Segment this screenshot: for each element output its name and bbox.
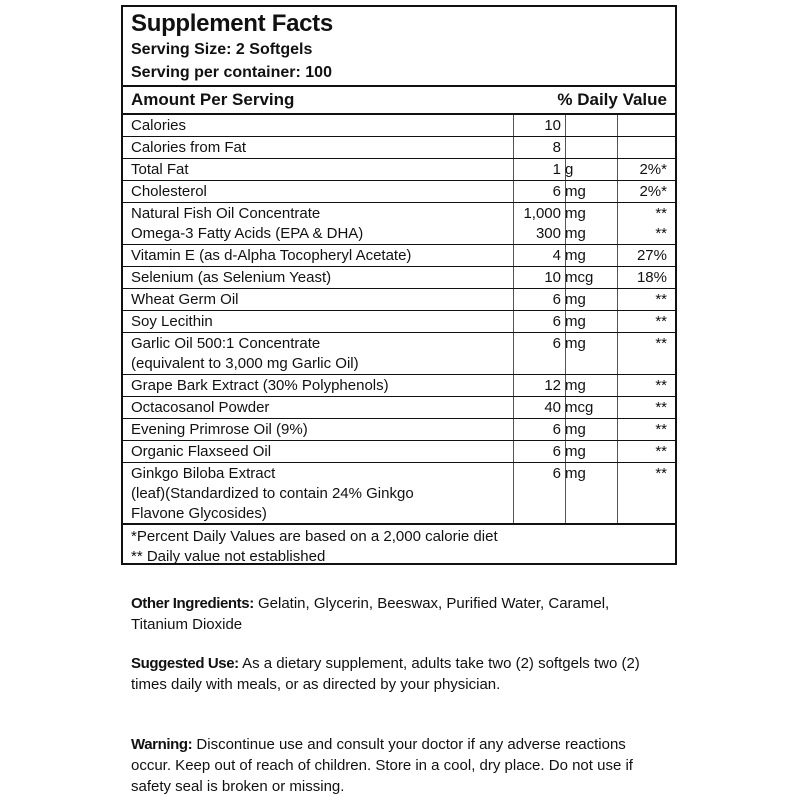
nutrient-name-line: Wheat Germ Oil <box>131 291 239 308</box>
nutrient-unit-line: mg <box>565 465 586 482</box>
nutrient-amount <box>513 312 561 332</box>
nutrient-unit <box>565 268 617 288</box>
nutrient-unit <box>565 398 617 418</box>
nutrient-name <box>131 204 511 244</box>
nutrient-name <box>131 182 511 202</box>
suggested-use <box>131 653 651 695</box>
nutrient-name-line: Soy Lecithin <box>131 313 213 330</box>
amount-per-serving-heading: Amount Per Serving <box>131 90 295 109</box>
nutrient-name-line: Total Fat <box>131 161 189 178</box>
nutrient-unit <box>565 246 617 266</box>
nutrient-unit <box>565 420 617 440</box>
nutrient-name <box>131 376 511 396</box>
nutrient-row <box>123 311 675 333</box>
nutrient-amount <box>513 442 561 462</box>
nutrient-daily-value-line: ** <box>655 443 667 460</box>
other-ingredients-text: Gelatin, Glycerin, Beeswax, Purified Water, Caramel, Titanium Dioxide <box>131 595 610 633</box>
nutrient-unit <box>565 160 617 180</box>
daily-value-heading: % Daily Value <box>557 90 667 109</box>
nutrient-amount <box>513 138 561 158</box>
nutrient-name <box>131 398 511 418</box>
nutrient-amount-line: 6 <box>552 465 561 482</box>
nutrient-name <box>131 464 511 524</box>
nutrient-unit-line: mg <box>565 443 586 460</box>
nutrient-daily-value <box>617 464 667 484</box>
nutrient-unit-line: mg <box>565 183 586 200</box>
nutrient-daily-value <box>617 442 667 462</box>
nutrient-row <box>123 441 675 463</box>
nutrient-name <box>131 312 511 332</box>
nutrient-daily-value <box>617 334 667 354</box>
nutrient-name <box>131 334 511 374</box>
nutrient-row <box>123 333 675 375</box>
nutrient-daily-value-line: ** <box>655 465 667 482</box>
nutrient-unit-line: g <box>565 161 574 178</box>
nutrient-daily-value-line: ** <box>655 421 667 438</box>
nutrient-name-line: Evening Primrose Oil (9%) <box>131 421 308 438</box>
nutrient-name-line: Omega-3 Fatty Acids (EPA & DHA) <box>131 225 364 242</box>
nutrient-amount-line: 1,000 <box>523 205 561 222</box>
nutrient-daily-value <box>617 246 667 266</box>
nutrient-row <box>123 267 675 289</box>
nutrient-amount <box>513 116 561 136</box>
nutrient-name-line: Grape Bark Extract (30% Polyphenols) <box>131 377 389 394</box>
other-ingredients-label: Other Ingredients: <box>131 595 254 612</box>
nutrient-row <box>123 375 675 397</box>
nutrient-amount-line: 6 <box>552 291 561 308</box>
nutrient-amount <box>513 420 561 440</box>
warning <box>131 734 651 797</box>
nutrient-row <box>123 203 675 245</box>
nutrient-unit <box>565 312 617 332</box>
nutrient-unit <box>565 442 617 462</box>
nutrient-row <box>123 115 675 137</box>
nutrient-name <box>131 138 511 158</box>
nutrient-amount <box>513 376 561 396</box>
nutrient-daily-value-line <box>617 116 667 136</box>
nutrient-daily-value <box>617 268 667 288</box>
warning-text: Discontinue use and consult your doctor if any adverse reactions occur. Keep out of reach of children. Store in a cool, dry place. Do not use if safety seal is broken or missing. <box>131 736 633 795</box>
nutrient-table <box>123 115 675 525</box>
not-established-footnote: ** Daily value not established <box>131 548 326 565</box>
nutrient-name-line: Organic Flaxseed Oil <box>131 443 272 460</box>
nutrient-unit-line: mg <box>565 291 586 308</box>
nutrient-amount <box>513 204 561 244</box>
nutrient-amount-line: 4 <box>552 247 561 264</box>
nutrient-amount-line: 40 <box>544 399 561 416</box>
nutrient-name-line: (equivalent to 3,000 mg Garlic Oil) <box>131 355 359 372</box>
nutrient-name <box>131 116 511 136</box>
nutrient-unit <box>565 334 617 354</box>
nutrient-amount-line: 6 <box>552 183 561 200</box>
nutrient-amount-line: 300 <box>535 225 561 242</box>
nutrient-unit <box>565 290 617 310</box>
nutrient-row <box>123 397 675 419</box>
nutrient-daily-value-line: ** <box>655 377 667 394</box>
nutrient-name <box>131 246 511 266</box>
nutrient-daily-value-line: 27% <box>636 247 667 264</box>
nutrient-amount-line: 6 <box>552 335 561 352</box>
nutrient-amount <box>513 334 561 354</box>
nutrient-amount-line: 6 <box>552 313 561 330</box>
suggested-use-text: As a dietary supplement, adults take two (2) softgels two (2) times daily with meals, or as directed by your physician. <box>131 655 640 693</box>
nutrient-unit <box>565 182 617 202</box>
nutrient-daily-value <box>617 204 667 244</box>
nutrient-name-line: (leaf)(Standardized to contain 24% Ginkgo <box>131 485 414 502</box>
nutrient-unit-line: mg <box>565 421 586 438</box>
nutrient-unit-line: mg <box>565 225 586 242</box>
nutrient-daily-value-line: 2%* <box>639 161 667 178</box>
nutrient-daily-value-line <box>617 138 667 158</box>
nutrient-amount <box>513 398 561 418</box>
supplement-facts-label <box>121 5 677 565</box>
nutrient-name <box>131 290 511 310</box>
nutrient-amount <box>513 268 561 288</box>
nutrient-daily-value <box>617 182 667 202</box>
nutrient-amount <box>513 182 561 202</box>
nutrient-amount <box>513 160 561 180</box>
nutrient-name-line: Calories from Fat <box>131 139 247 156</box>
nutrient-daily-value-line: 2%* <box>639 183 667 200</box>
nutrient-daily-value <box>617 160 667 180</box>
nutrient-unit-line <box>565 138 617 158</box>
nutrient-name-line: Ginkgo Biloba Extract <box>131 465 276 482</box>
nutrient-row <box>123 245 675 267</box>
nutrient-name <box>131 442 511 462</box>
nutrient-amount-line: 1 <box>552 161 561 178</box>
nutrient-amount-line: 8 <box>552 139 561 156</box>
nutrient-daily-value-line: ** <box>655 335 667 352</box>
nutrient-unit-line: mg <box>565 205 586 222</box>
nutrient-row <box>123 137 675 159</box>
nutrient-row <box>123 159 675 181</box>
nutrient-name-line: Natural Fish Oil Concentrate <box>131 205 321 222</box>
nutrient-name-line: Vitamin E (as d-Alpha Tocopheryl Acetate) <box>131 247 412 264</box>
nutrient-daily-value-line: ** <box>655 225 667 242</box>
nutrient-daily-value-line: ** <box>655 399 667 416</box>
nutrient-name-line: Flavone Glycosides) <box>131 505 267 522</box>
nutrient-daily-value <box>617 138 667 158</box>
nutrient-daily-value <box>617 420 667 440</box>
other-ingredients <box>131 593 651 635</box>
nutrient-amount <box>513 464 561 484</box>
nutrient-unit-line: mcg <box>565 399 594 416</box>
nutrient-amount-line: 10 <box>544 269 561 286</box>
nutrient-row <box>123 463 675 525</box>
footnotes <box>123 525 675 569</box>
nutrient-daily-value-line: ** <box>655 313 667 330</box>
nutrient-amount <box>513 246 561 266</box>
nutrient-row <box>123 419 675 441</box>
nutrient-unit-line <box>565 116 617 136</box>
nutrient-daily-value-line: ** <box>655 205 667 222</box>
nutrient-unit-line: mcg <box>565 269 594 286</box>
nutrient-daily-value <box>617 116 667 136</box>
nutrient-amount-line: 12 <box>544 377 561 394</box>
nutrient-name-line: Garlic Oil 500:1 Concentrate <box>131 335 321 352</box>
nutrient-name-line: Calories <box>131 117 187 134</box>
serving-size: Serving Size: 2 Softgels <box>131 41 313 58</box>
nutrient-unit-line: mg <box>565 313 586 330</box>
suggested-use-label: Suggested Use: <box>131 655 239 672</box>
nutrient-name <box>131 268 511 288</box>
nutrient-unit-line: mg <box>565 247 586 264</box>
nutrient-daily-value-line: 18% <box>636 269 667 286</box>
nutrient-unit <box>565 204 617 244</box>
nutrient-amount-line: 6 <box>552 443 561 460</box>
nutrient-unit <box>565 376 617 396</box>
nutrient-amount-line: 6 <box>552 421 561 438</box>
nutrient-daily-value <box>617 376 667 396</box>
percent-dv-footnote: *Percent Daily Values are based on a 2,000 calorie diet <box>131 528 498 545</box>
nutrient-amount-line: 10 <box>544 117 561 134</box>
label-title: Supplement Facts <box>131 10 333 37</box>
column-header-row <box>123 87 675 115</box>
nutrient-row <box>123 289 675 311</box>
warning-label: Warning: <box>131 736 193 753</box>
servings-per-container: Serving per container: 100 <box>131 64 332 81</box>
nutrient-amount <box>513 290 561 310</box>
nutrient-name <box>131 420 511 440</box>
nutrient-name <box>131 160 511 180</box>
nutrient-daily-value-line: ** <box>655 291 667 308</box>
nutrient-row <box>123 181 675 203</box>
label-header <box>123 7 675 87</box>
nutrient-unit <box>565 116 617 136</box>
nutrient-name-line: Selenium (as Selenium Yeast) <box>131 269 332 286</box>
nutrient-name-line: Cholesterol <box>131 183 207 200</box>
nutrient-unit <box>565 138 617 158</box>
nutrient-daily-value <box>617 398 667 418</box>
nutrient-name-line: Octacosanol Powder <box>131 399 270 416</box>
nutrient-unit-line: mg <box>565 377 586 394</box>
nutrient-unit-line: mg <box>565 335 586 352</box>
nutrient-unit <box>565 464 617 484</box>
nutrient-daily-value <box>617 312 667 332</box>
nutrient-daily-value <box>617 290 667 310</box>
